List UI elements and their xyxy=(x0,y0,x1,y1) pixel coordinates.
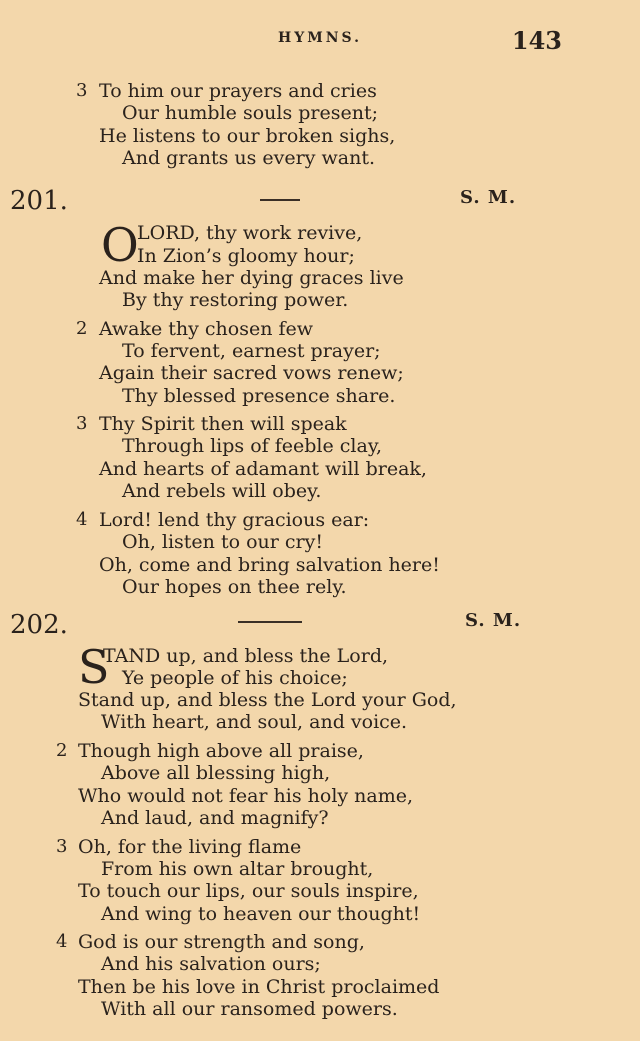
verse-line: Through lips of feeble clay, xyxy=(122,435,383,457)
verse-line: Oh, listen to our cry! xyxy=(122,531,323,553)
verse-line: To him our prayers and cries xyxy=(99,80,377,102)
verse-line: Awake thy chosen few xyxy=(99,318,314,340)
hymn-meter: S. M. xyxy=(465,610,522,631)
verse-number: 3 xyxy=(76,413,88,434)
verse-line: With all our ransomed powers. xyxy=(101,998,398,1020)
verse-line: TAND up, and bless the Lord, xyxy=(103,645,389,667)
hymn-number: 201. xyxy=(10,186,68,216)
verse-line: In Zion’s gloomy hour; xyxy=(137,245,355,267)
verse-line: And grants us every want. xyxy=(122,147,376,169)
hymn-number: 202. xyxy=(10,610,68,640)
separator-dash xyxy=(260,199,300,201)
separator-dash xyxy=(238,621,302,623)
verse-line: Our humble souls present; xyxy=(122,102,378,124)
verse-line: Oh, for the living flame xyxy=(78,836,302,858)
verse-number: 3 xyxy=(76,80,88,101)
verse-line: With heart, and soul, and voice. xyxy=(101,711,408,733)
drop-cap: O xyxy=(101,218,139,272)
verse-line: By thy restoring power. xyxy=(122,289,349,311)
verse-number: 4 xyxy=(56,931,68,952)
verse-line: From his own altar brought, xyxy=(101,858,374,880)
verse-line: Thy Spirit then will speak xyxy=(99,413,347,435)
verse-line: To touch our lips, our souls inspire, xyxy=(78,880,419,902)
verse-line: Stand up, and bless the Lord your God, xyxy=(78,689,457,711)
page-number: 143 xyxy=(511,26,562,55)
running-title: HYMNS. xyxy=(277,30,362,46)
verse-line: And his salvation ours; xyxy=(101,953,321,975)
verse-line: Lord! lend thy gracious ear: xyxy=(99,509,370,531)
verse-line: And laud, and magnify? xyxy=(101,807,329,829)
verse-number: 2 xyxy=(56,740,68,761)
verse-line: LORD, thy work revive, xyxy=(137,222,363,244)
verse-line: Thy blessed presence share. xyxy=(122,385,396,407)
verse-number: 4 xyxy=(76,509,88,530)
verse-line: And rebels will obey. xyxy=(122,480,322,502)
verse-line: He listens to our broken sighs, xyxy=(99,125,396,147)
verse-line: And hearts of adamant will break, xyxy=(99,458,427,480)
verse-line: To fervent, earnest prayer; xyxy=(122,340,381,362)
verse-number: 3 xyxy=(56,836,68,857)
verse-line: Again their sacred vows renew; xyxy=(99,362,404,384)
verse-line: And wing to heaven our thought! xyxy=(101,903,421,925)
verse-line: Ye people of his choice; xyxy=(122,667,348,689)
verse-line: God is our strength and song, xyxy=(78,931,365,953)
verse-line: Our hopes on thee rely. xyxy=(122,576,347,598)
verse-line: Then be his love in Christ proclaimed xyxy=(78,976,440,998)
verse-number: 2 xyxy=(76,318,88,339)
verse-line: Though high above all praise, xyxy=(78,740,364,762)
verse-line: Who would not fear his holy name, xyxy=(78,785,414,807)
verse-line: And make her dying graces live xyxy=(99,267,404,289)
verse-line: Oh, come and bring salvation here! xyxy=(99,554,440,576)
verse-line: Above all blessing high, xyxy=(101,762,331,784)
drop-cap: S xyxy=(78,640,110,694)
hymn-meter: S. M. xyxy=(460,187,517,208)
